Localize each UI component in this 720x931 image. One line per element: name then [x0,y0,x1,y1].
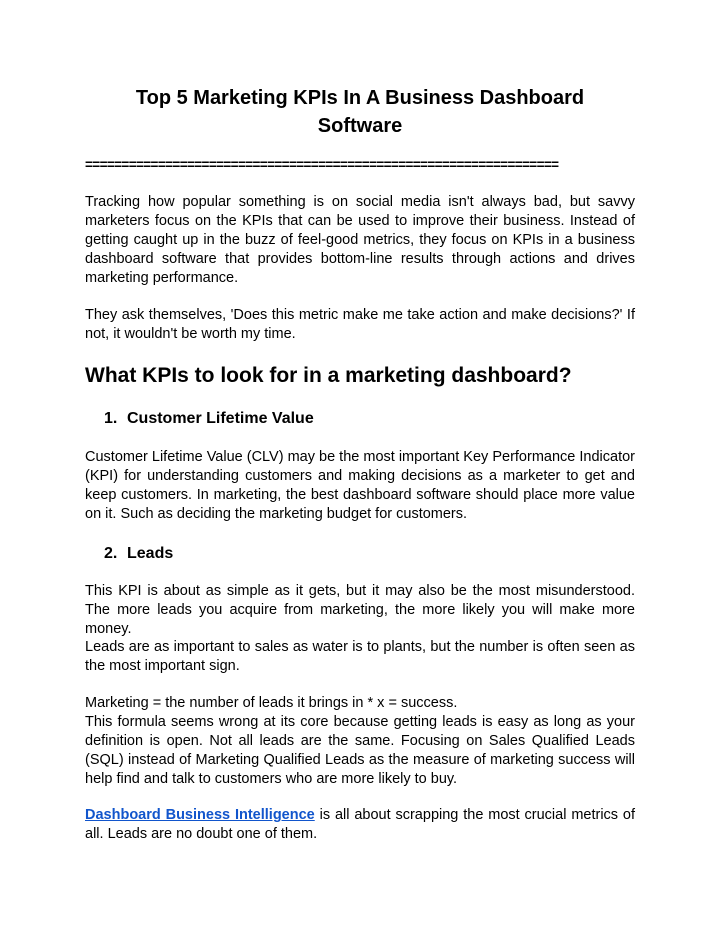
document-title-line-2: Software [317,115,403,137]
list-item-number: 2. [104,545,118,562]
leads-formula-line: Marketing = the number of leads it brings in * x = success. [85,695,458,711]
clv-paragraph: Customer Lifetime Value (CLV) may be the most important Key Performance Indicator (KPI) for understanding customers and making decisions as a marketer to get and keep customers. In marketing, the best dashboard software should place more value on it. Such as deciding the marketing budget for customers. [85,449,635,522]
list-item-number: 1. [104,410,118,427]
document-title-line-1: Top 5 Marketing KPIs In A Business Dashboard [135,87,585,109]
question-paragraph: They ask themselves, 'Does this metric make me take action and make decisions?' If not, it wouldn't be worth my time. [85,307,635,342]
intro-paragraph: Tracking how popular something is on social media isn't always bad, but savvy marketers focus on the KPIs that can be used to improve their business. Instead of getting caught up in the buzz of feel-good metrics, they focus on KPIs in a business dashboard software that provides bottom-line results through actions and drives marketing performance. [85,194,635,286]
leads-link-paragraph [85,806,635,844]
list-item-heading-clv [104,408,314,430]
leads-paragraph-3: This formula seems wrong at its core because getting leads is easy as long as your definition is open. Not all leads are the same. Focusing on Sales Qualified Leads (SQL) instead of Marketing Qualified Leads as the measure of marketing success will help find and talk to customers who are more likely to buy. [85,714,635,787]
dashboard-bi-link[interactable]: Dashboard Business Intelligence [85,807,315,823]
list-item-title: Customer Lifetime Value [127,410,314,427]
section-heading: What KPIs to look for in a marketing dashboard? [85,364,572,387]
link-trailing-text: is all about scrapping the most crucial metrics of all. Leads are no doubt one of them. [85,807,635,842]
separator-line: ================================================================= [85,157,559,172]
list-item-heading-leads [104,543,173,565]
leads-paragraph-2: Leads are as important to sales as water is to plants, but the number is often seen as the most important sign. [85,639,635,674]
list-item-title: Leads [127,545,174,562]
document-title [85,84,635,140]
leads-paragraph-1: This KPI is about as simple as it gets, but it may also be the most misunderstood. The more leads you acquire from marketing, the more likely you will make more money. [85,583,635,637]
